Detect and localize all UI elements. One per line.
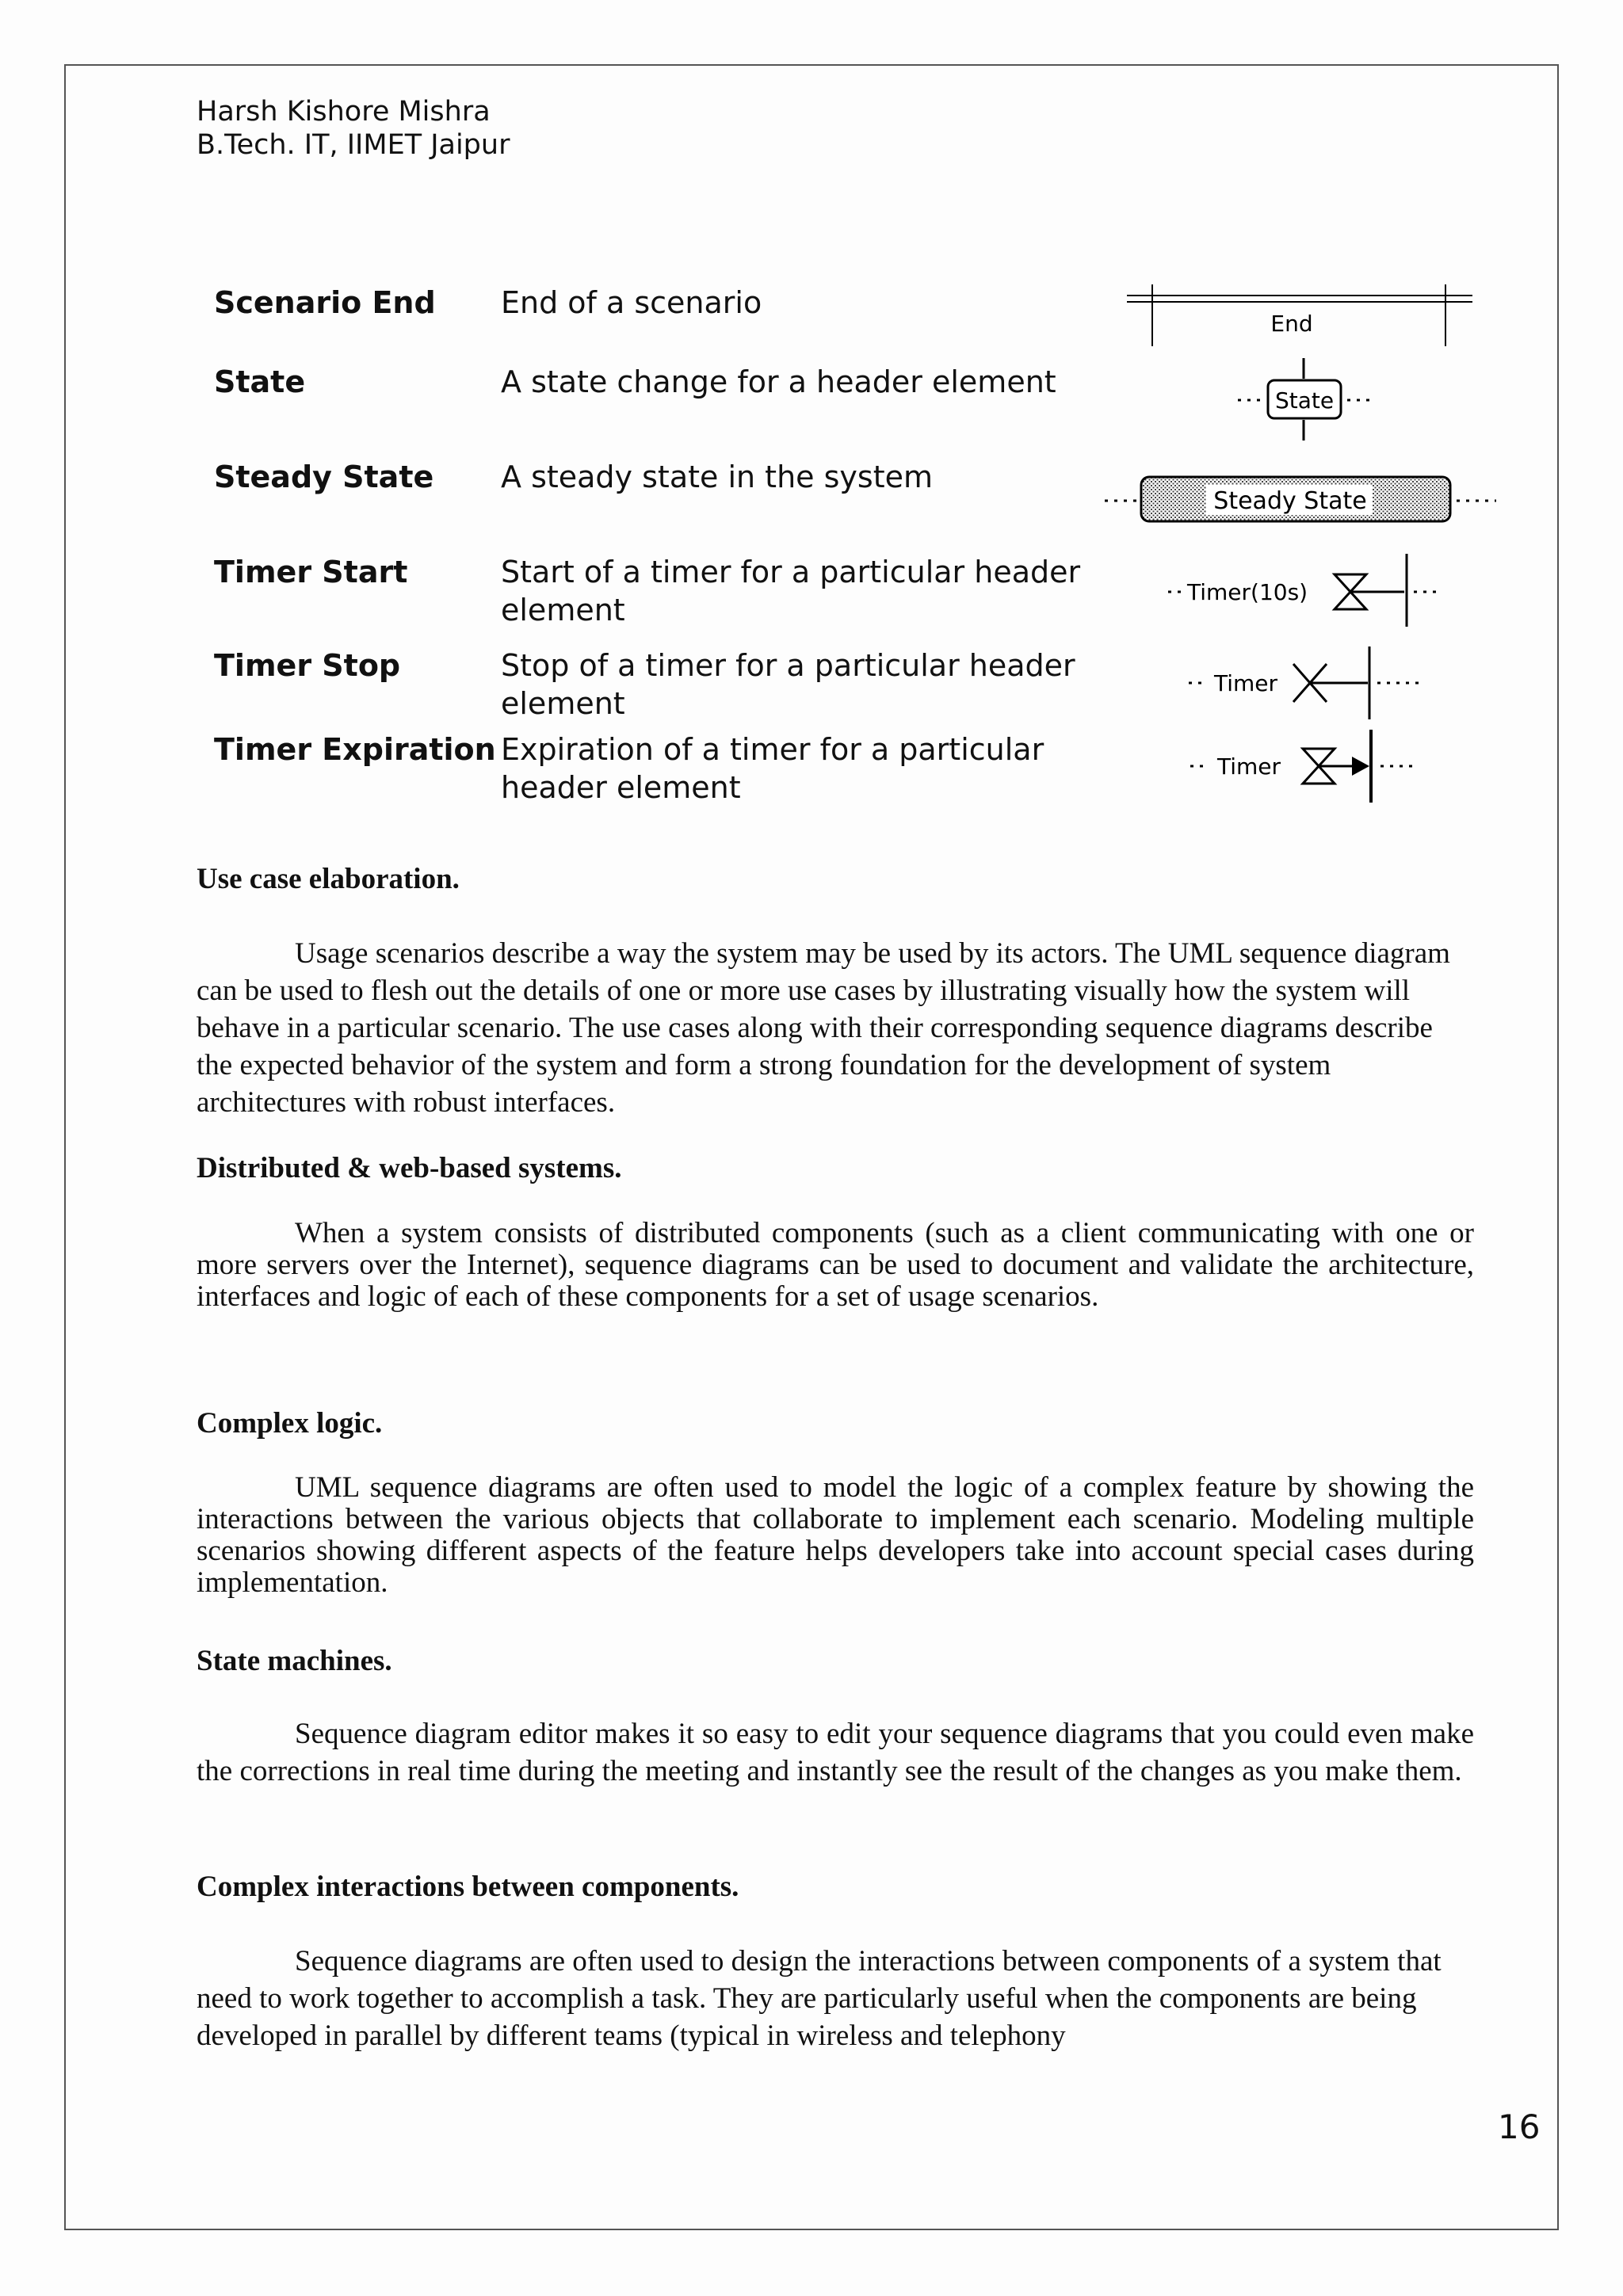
section-paragraph: When a system consists of distributed components (such as a client communicating with one or more servers over the Internet), sequence diagrams can be used to document and validate the architecture, interfaces and logic of each of these components for a set of usage scenarios.	[197, 1217, 1474, 1313]
page-header	[197, 95, 510, 162]
legend-desc: Start of a timer for a particular header element	[501, 555, 1081, 627]
legend-desc: End of a scenario	[501, 285, 762, 320]
legend-desc: A state change for a header element	[501, 364, 1056, 399]
section-heading: Distributed & web-based systems.	[197, 1152, 622, 1184]
legend-term: Scenario End	[214, 285, 436, 320]
state-symbol	[1235, 357, 1377, 444]
legend-term: State	[214, 364, 306, 399]
legend-desc: Expiration of a timer for a particular header element	[501, 732, 1044, 805]
legend-term: Steady State	[214, 460, 434, 494]
timer-expiration-symbol	[1189, 725, 1419, 804]
symbol-label: Timer	[1214, 670, 1278, 696]
legend-desc: Stop of a timer for a particular header element	[501, 648, 1075, 721]
legend-term: Timer Stop	[214, 648, 401, 683]
timer-stop-symbol	[1187, 643, 1425, 723]
symbol-label: Timer	[1217, 753, 1281, 780]
symbol-label: Timer(10s)	[1187, 579, 1308, 605]
legend-term: Timer Expiration	[214, 732, 496, 767]
legend-term: Timer Start	[214, 555, 408, 589]
symbol-label: Steady State	[1213, 487, 1367, 515]
section-heading: Use case elaboration.	[197, 863, 460, 895]
symbol-label: State	[1274, 387, 1335, 414]
section-paragraph: Usage scenarios describe a way the system may be used by its actors. The UML sequence diagram can be used to flesh out the details of one or more use cases by illustrating visually how the system will behave in a particular scenario. The use cases along with their corresponding sequence diagrams describe the expected behavior of the system and form a strong foundation for the development of system architectures with robust interfaces.	[197, 937, 1450, 1119]
page-number: 16	[1498, 2107, 1541, 2146]
scenario-end-symbol	[1125, 281, 1474, 353]
section-paragraph: Sequence diagram editor makes it so easy to edit your sequence diagrams that you could even make the corrections in real time during the meeting and instantly see the result of the changes as you make them.	[197, 1718, 1474, 1787]
section-paragraph: Sequence diagrams are often used to design the interactions between components of a system that need to work together to accomplish a task. They are particularly useful when the components are being developed in parallel by different teams (typical in wireless and telephony	[197, 1945, 1442, 2052]
section-paragraph: UML sequence diagrams are often used to model the logic of a complex feature by showing the interactions between the various objects that collaborate to implement each scenario. Modeling multiple scenarios showing different aspects of the feature helps developers take into account special cases during implementation.	[197, 1471, 1474, 1599]
section-heading: Complex interactions between components.	[197, 1871, 739, 1903]
section-heading: State machines.	[197, 1645, 392, 1677]
section-heading: Complex logic.	[197, 1407, 383, 1440]
symbol-label: End	[1270, 311, 1313, 337]
steady-state-symbol	[1103, 469, 1499, 532]
timer-start-symbol	[1167, 551, 1444, 630]
legend-desc: A steady state in the system	[501, 460, 934, 494]
author-affiliation: B.Tech. IT, IIMET Jaipur	[197, 129, 510, 161]
author-name: Harsh Kishore Mishra	[197, 96, 491, 128]
